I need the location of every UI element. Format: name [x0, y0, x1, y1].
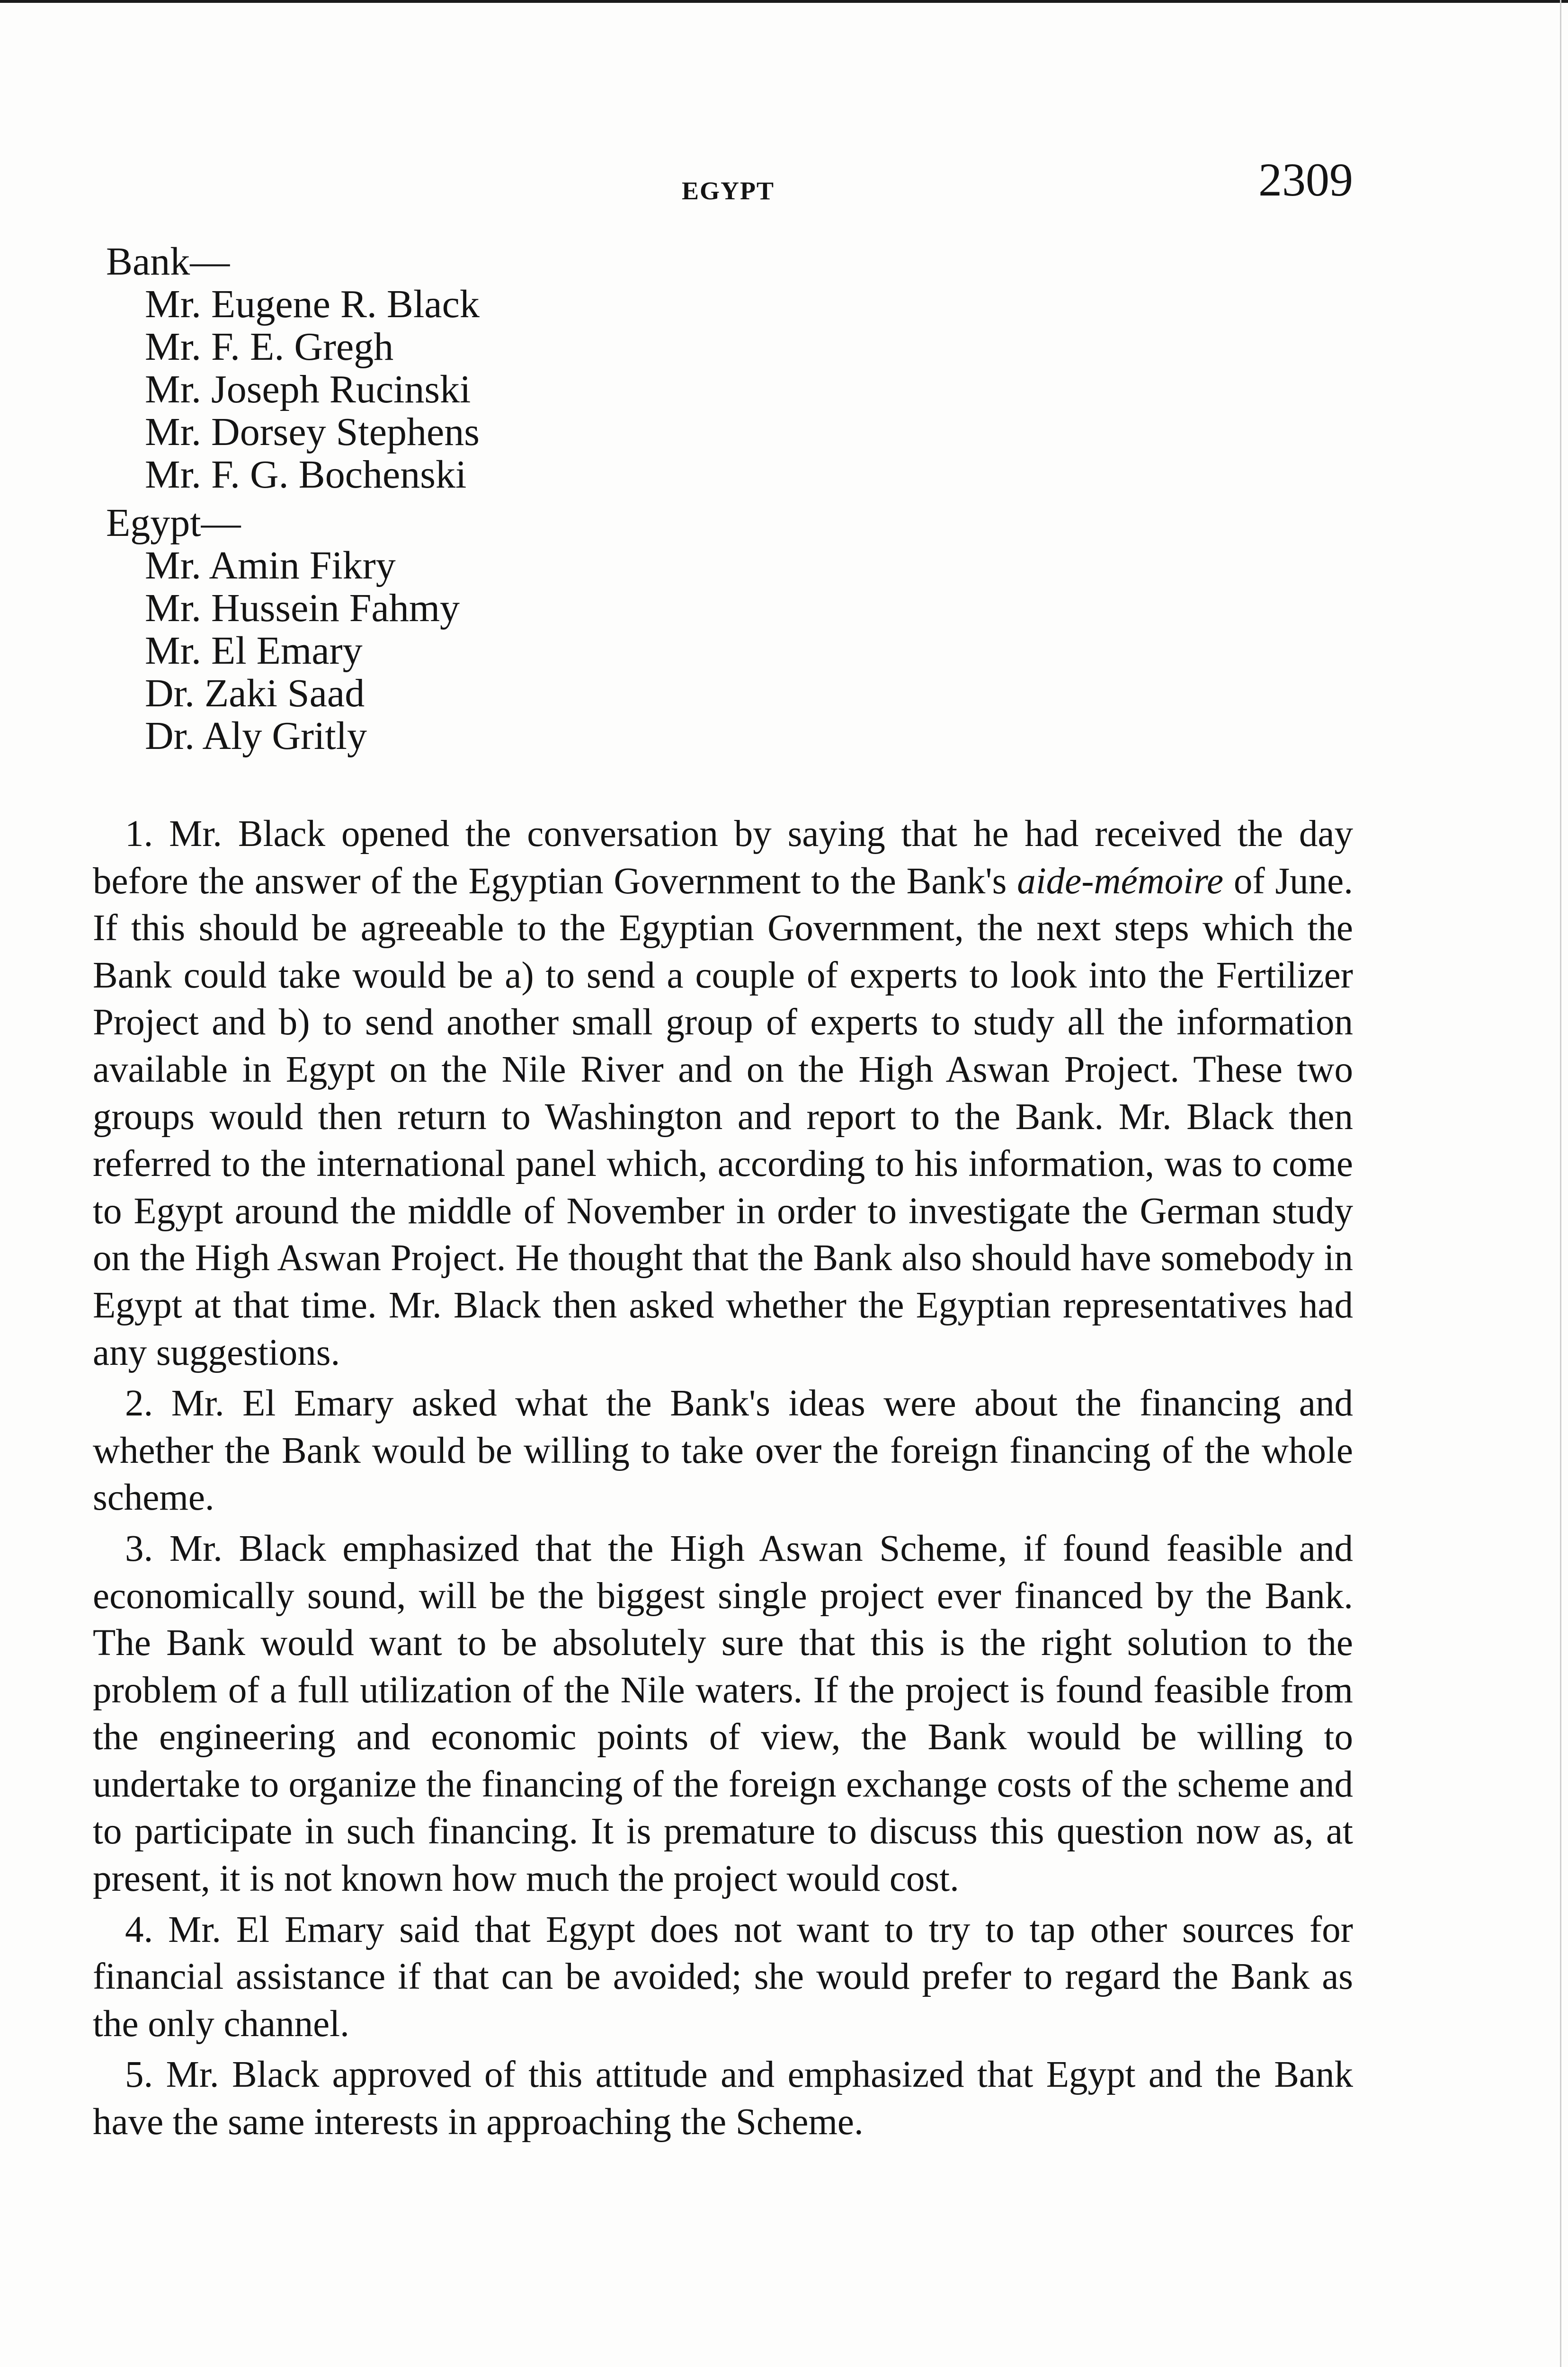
scan-top-edge [0, 0, 1568, 3]
participant-name: Mr. Hussein Fahmy [145, 586, 460, 630]
paragraph-4: 4. Mr. El Emary said that Egypt does not want to try to tap other sources for financial assistance if that can be avoided; she would prefer to regard the Bank as the only channel. [93, 1909, 1353, 2045]
paragraph-2: 2. Mr. El Emary asked what the Bank's ideas were about the financing and whether the Bank would be willing to take over the foreign financing of the whole scheme. [93, 1383, 1353, 1519]
paragraph-text: 1. Mr. Black opened the conversation by saying that he had received the day before the answer of the Egyptian Government to the Bank's [93, 813, 1353, 902]
participant-group-heading-egypt: Egypt— [106, 501, 241, 545]
participant-list [106, 240, 769, 763]
participant-name: Mr. Dorsey Stephens [145, 410, 480, 454]
participant-name: Dr. Zaki Saad [145, 671, 365, 715]
participant-name: Dr. Aly Gritly [145, 714, 367, 758]
paragraph-5: 5. Mr. Black approved of this attitude and emphasized that Egypt and the Bank have the same interests in approaching the Scheme. [93, 2054, 1353, 2143]
participant-group-egypt [106, 544, 769, 757]
paragraph-text: of June. If this should be agreeable to the Egyptian Government, the next steps which the Bank could take would be a) to send a couple of experts to look into the Fertilizer Project and b) to send another small group of experts to study all the information available in Egypt on the Nile River and on the High Aswan Project. These two groups would then return to Washington and report to the Bank. Mr. Black then referred to the international panel which, according to his information, was to come to Egypt around the middle of November in order to investigate the German study on the High Aswan Project. He thought that the Bank also should have somebody in Egypt at that time. Mr. Black then asked whether the Egyptian representatives had any suggestions. [93, 860, 1353, 1373]
running-head: EGYPT [682, 177, 775, 205]
scan-right-edge [1560, 0, 1561, 2367]
participant-name: Mr. Eugene R. Black [145, 282, 480, 326]
participant-group-bank [106, 283, 769, 496]
page-number: 2309 [1258, 153, 1353, 206]
participant-name: Mr. El Emary [145, 629, 363, 673]
participant-name: Mr. Amin Fikry [145, 543, 396, 587]
emphasized-term: aide-mémoire [1017, 860, 1224, 902]
participant-name: Mr. Joseph Rucinski [145, 367, 471, 411]
paragraph-1 [93, 810, 1353, 1376]
participant-name: Mr. F. E. Gregh [145, 325, 394, 369]
participant-group-heading-bank: Bank— [106, 240, 230, 284]
memorandum-body [93, 810, 1353, 2150]
participant-name: Mr. F. G. Bochenski [145, 453, 467, 497]
paragraph-3: 3. Mr. Black emphasized that the High Aswan Scheme, if found feasible and economically sound, will be the biggest single project ever financed by the Bank. The Bank would want to be absolutely sure that this is the right solution to the problem of a full utilization of the Nile waters. If the project is found feasible from the engineering and economic points of view, the Bank would be willing to undertake to organize the financing of the foreign exchange costs of the scheme and to participate in such financing. It is premature to discuss this question now as, at present, it is not known how much the project would cost. [93, 1528, 1353, 1900]
